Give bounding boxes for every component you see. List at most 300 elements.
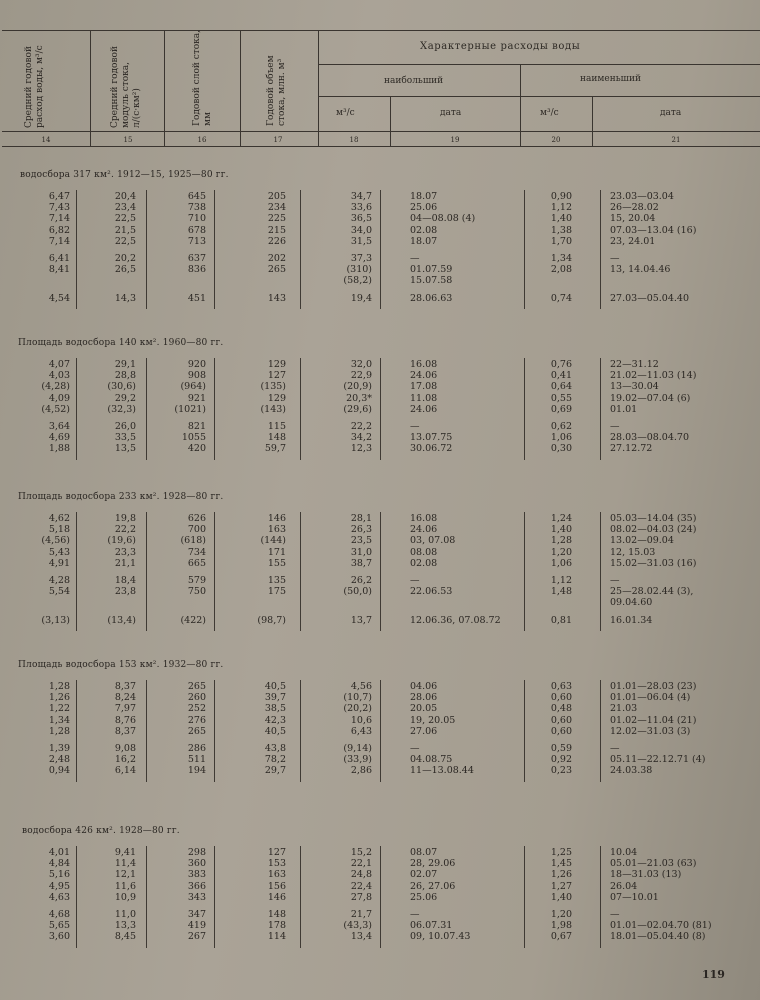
table-cell: 298	[187, 847, 206, 858]
table-cell: 22,5	[114, 235, 136, 247]
table-cell: 22.06.53	[410, 586, 453, 598]
table-cell: 21,5	[114, 224, 136, 236]
table-cell: 16.08	[410, 359, 438, 370]
column-number: 15	[123, 136, 133, 144]
table-cell: 33,6	[350, 202, 372, 214]
table-cell: 02.07	[410, 869, 438, 881]
table-cell: 24.03.38	[610, 765, 653, 777]
header-col16: Годовой слой стока, мм	[192, 29, 213, 126]
header-bottom-rule	[2, 146, 760, 147]
table-cell: 1,34	[48, 714, 70, 726]
table-cell: 5,16	[48, 869, 70, 881]
table-cell: 23,4	[114, 202, 136, 214]
table-cell: 05.01—21.03 (63)	[610, 858, 697, 870]
table-cell: (422)	[180, 614, 206, 626]
table-cell: (20,9)	[343, 381, 372, 393]
table-cell: 148	[267, 909, 286, 920]
table-cell: 39,7	[264, 692, 286, 704]
table-cell: 13.07.75	[410, 432, 453, 444]
table-cell: 21.02—11.03 (14)	[610, 370, 697, 382]
table-cell: 23,8	[114, 586, 136, 598]
table-cell: (13,4)	[107, 614, 136, 626]
table-cell: 22,9	[350, 370, 372, 382]
table-cell: 129	[267, 392, 286, 404]
section-title: водосбора 317 км². 1912—15, 1925—80 гг.	[20, 170, 229, 180]
table-cell: 156	[267, 880, 286, 892]
column-rule	[76, 680, 77, 782]
table-cell: 18.01—05.04.40 (8)	[610, 931, 706, 943]
table-cell: 20,4	[114, 191, 136, 202]
header-smallest: наименьший	[580, 74, 641, 84]
table-cell: 260	[187, 692, 206, 704]
column-rule	[214, 846, 215, 948]
table-cell: —	[610, 253, 620, 264]
table-cell: 24,8	[350, 869, 372, 881]
header-divider	[164, 30, 165, 146]
column-rule	[300, 358, 301, 460]
table-cell: 1,34	[550, 253, 572, 264]
table-cell: 171	[267, 546, 286, 558]
header-divider	[390, 96, 391, 146]
table-cell: 24.06	[410, 524, 438, 536]
table-cell: 34,7	[350, 191, 372, 202]
table-cell: —	[410, 909, 420, 920]
table-cell: 29,1	[114, 359, 136, 370]
table-cell: (618)	[180, 535, 206, 547]
table-cell: (43,3)	[343, 920, 372, 932]
table-cell: 226	[267, 235, 286, 247]
table-cell: 511	[187, 754, 206, 766]
table-cell: 0,64	[550, 381, 572, 393]
table-cell: 1,40	[550, 891, 572, 903]
table-cell: 8,76	[114, 714, 136, 726]
column-rule	[76, 512, 77, 631]
table-cell: 15,2	[350, 847, 372, 858]
table-cell: 08.07	[410, 847, 438, 858]
table-cell: 08.08	[410, 546, 438, 558]
column-rule	[600, 846, 601, 948]
column-rule	[300, 190, 301, 309]
table-cell: 23, 24.01	[610, 235, 656, 247]
table-cell: 0,81	[550, 614, 572, 626]
table-cell: 4,56	[350, 681, 372, 692]
column-rule	[146, 680, 147, 782]
table-cell: 23,3	[114, 546, 136, 558]
table-cell: 0,67	[550, 931, 572, 943]
table-cell: 114	[267, 931, 286, 943]
table-cell: 40,5	[264, 681, 286, 692]
table-cell: 01.07.59	[410, 264, 453, 276]
table-cell: 03, 07.08	[410, 535, 456, 547]
table-cell: 135	[267, 575, 286, 586]
column-number: 14	[41, 136, 51, 144]
table-cell: 12,1	[114, 869, 136, 881]
table-cell: 836	[187, 264, 206, 276]
table-cell: 37,3	[350, 253, 372, 264]
section-title: водосбора 426 км². 1928—80 гг.	[22, 826, 180, 836]
table-cell: 24.06	[410, 403, 438, 415]
table-cell: 3,60	[48, 931, 70, 943]
table-cell: 0,23	[550, 765, 572, 777]
column-rule	[76, 846, 77, 948]
section-title: Площадь водосбора 153 км². 1932—80 гг.	[18, 660, 224, 670]
table-cell: 11,0	[114, 909, 136, 920]
table-cell: 3,64	[48, 421, 70, 432]
table-cell: 710	[187, 213, 206, 225]
table-cell: (144)	[260, 535, 286, 547]
table-cell: (19,6)	[107, 535, 136, 547]
table-cell: 153	[267, 858, 286, 870]
table-cell: 127	[267, 370, 286, 382]
table-cell: 21,7	[350, 909, 372, 920]
table-cell: 366	[187, 880, 206, 892]
table-cell: 10,9	[114, 891, 136, 903]
table-cell: 24.06	[410, 370, 438, 382]
table-cell: 0,63	[550, 681, 572, 692]
table-cell: 579	[187, 575, 206, 586]
column-rule	[300, 846, 301, 948]
table-cell: 02.08	[410, 224, 438, 236]
table-cell: 205	[267, 191, 286, 202]
table-cell: 14,3	[114, 292, 136, 304]
table-cell: 27.06	[410, 725, 438, 737]
table-cell: 21.03	[610, 703, 638, 715]
table-cell: 1,98	[550, 920, 572, 932]
table-cell: (29,6)	[343, 403, 372, 415]
table-cell: 1,26	[48, 692, 70, 704]
table-cell: 1,06	[550, 557, 572, 569]
table-cell: 07—10.01	[610, 891, 659, 903]
subheader-rule	[318, 64, 760, 65]
table-cell: 225	[267, 213, 286, 225]
table-cell: 1,28	[550, 535, 572, 547]
header-divider	[318, 30, 319, 146]
header-largest: наибольший	[384, 76, 444, 86]
table-cell: 1,40	[550, 213, 572, 225]
table-cell: 5,43	[48, 546, 70, 558]
table-cell: 1,22	[48, 703, 70, 715]
table-cell: 129	[267, 359, 286, 370]
table-cell: 09, 10.07.43	[410, 931, 471, 943]
column-rule	[524, 190, 525, 309]
table-cell: —	[610, 575, 620, 586]
table-cell: 26,2	[350, 575, 372, 586]
table-cell: 920	[187, 359, 206, 370]
table-cell: 637	[187, 253, 206, 264]
header-col17: Годовой объем стока, млн. м³	[266, 55, 287, 126]
table-cell: 01.01	[610, 403, 638, 415]
table-cell: 2,86	[350, 765, 372, 777]
table-cell: 0,92	[550, 754, 572, 766]
column-rule	[214, 190, 215, 309]
subsub-rule	[318, 96, 760, 97]
table-cell: 7,14	[48, 235, 70, 247]
table-cell: 11—13.08.44	[410, 765, 474, 777]
table-cell: 15, 20.04	[610, 213, 656, 225]
table-cell: 645	[187, 191, 206, 202]
table-cell: 78,2	[264, 754, 286, 766]
table-cell: 12, 15.03	[610, 546, 656, 558]
column-rule	[146, 512, 147, 631]
table-cell: 700	[187, 524, 206, 536]
table-cell: 18.07	[410, 235, 438, 247]
table-cell: (10,7)	[343, 692, 372, 704]
header-divider	[240, 30, 241, 146]
column-rule	[380, 846, 381, 948]
table-cell: 0,94	[48, 765, 70, 777]
table-cell: 678	[187, 224, 206, 236]
table-cell: 4,01	[48, 847, 70, 858]
table-cell: 1,24	[550, 513, 572, 524]
table-cell: 18.07	[410, 191, 438, 202]
column-rule	[380, 680, 381, 782]
table-cell: 22,4	[350, 880, 372, 892]
table-cell: 13.02—09.04	[610, 535, 674, 547]
table-cell: 0,69	[550, 403, 572, 415]
table-cell: 665	[187, 557, 206, 569]
table-cell: 4,63	[48, 891, 70, 903]
header-m3s-a: м³/с	[336, 108, 355, 118]
table-cell: 1,12	[550, 575, 572, 586]
table-cell: 202	[267, 253, 286, 264]
header-col14: Средний годовой расход воды, м³/с	[24, 45, 45, 128]
table-cell: 155	[267, 557, 286, 569]
column-rule	[524, 512, 525, 631]
table-cell: 13,7	[350, 614, 372, 626]
table-cell: 420	[187, 443, 206, 455]
header-col15: Средний годовой модуль стока, л/(с·км²)	[110, 46, 142, 128]
header-group: Характерные расходы воды	[420, 41, 581, 52]
table-cell: 1,48	[550, 586, 572, 598]
table-cell: 5,54	[48, 586, 70, 598]
table-cell: 265	[267, 264, 286, 276]
table-cell: 265	[187, 725, 206, 737]
table-cell: 419	[187, 920, 206, 932]
table-cell: 1,12	[550, 202, 572, 214]
table-cell: —	[610, 421, 620, 432]
table-cell: 1,88	[48, 443, 70, 455]
table-cell: 20,3*	[346, 392, 372, 404]
table-cell: 22,2	[114, 524, 136, 536]
table-cell: 26—28.02	[610, 202, 659, 214]
table-cell: 28.06.63	[410, 292, 453, 304]
table-cell: 01.01—06.04 (4)	[610, 692, 691, 704]
table-cell: 4,09	[48, 392, 70, 404]
header-m3s-b: м³/с	[540, 108, 559, 118]
header-top-rule	[2, 30, 760, 31]
table-cell: 23.03—03.04	[610, 191, 674, 202]
table-cell: 7,14	[48, 213, 70, 225]
table-cell: 30.06.72	[410, 443, 453, 455]
table-cell: 127	[267, 847, 286, 858]
table-cell: 0,30	[550, 443, 572, 455]
table-cell: 215	[267, 224, 286, 236]
table-cell: 11.08	[410, 392, 438, 404]
table-cell: (30,6)	[107, 381, 136, 393]
table-cell: (3,13)	[41, 614, 70, 626]
table-cell: 4,95	[48, 880, 70, 892]
table-cell: (20,2)	[343, 703, 372, 715]
table-cell: 1,28	[48, 725, 70, 737]
table-cell: 0,90	[550, 191, 572, 202]
table-cell: 22,5	[114, 213, 136, 225]
column-rule	[524, 358, 525, 460]
table-cell: 8,24	[114, 692, 136, 704]
column-rule	[600, 680, 601, 782]
table-cell: 194	[187, 765, 206, 777]
table-cell: 1,25	[550, 847, 572, 858]
table-cell: 6,14	[114, 765, 136, 777]
table-cell: 01.01—02.04.70 (81)	[610, 920, 712, 932]
table-cell: 8,37	[114, 681, 136, 692]
table-cell: 13,4	[350, 931, 372, 943]
table-cell: 0,74	[550, 292, 572, 304]
column-rule	[380, 358, 381, 460]
table-cell: 15.02—31.03 (16)	[610, 557, 697, 569]
section-title: Площадь водосбора 140 км². 1960—80 гг.	[18, 338, 224, 348]
table-cell: 4,54	[48, 292, 70, 304]
header-divider	[90, 30, 91, 146]
table-cell: 13,5	[114, 443, 136, 455]
table-cell: 9,41	[114, 847, 136, 858]
table-cell: 0,62	[550, 421, 572, 432]
table-cell: 4,91	[48, 557, 70, 569]
table-cell: 34,2	[350, 432, 372, 444]
table-cell: 143	[267, 292, 286, 304]
table-cell: 286	[187, 743, 206, 754]
table-cell: 750	[187, 586, 206, 598]
table-cell: 18,4	[114, 575, 136, 586]
table-cell: 7,43	[48, 202, 70, 214]
table-cell: 0,60	[550, 725, 572, 737]
table-cell: 08.02—04.03 (24)	[610, 524, 697, 536]
table-cell: 25.06	[410, 202, 438, 214]
table-cell: 252	[187, 703, 206, 715]
table-cell: (58,2)	[343, 275, 372, 287]
header-date-a: дата	[440, 108, 462, 118]
table-cell: 27.03—05.04.40	[610, 292, 690, 304]
table-cell: 22,2	[350, 421, 372, 432]
table-cell: 178	[267, 920, 286, 932]
table-cell: 42,3	[264, 714, 286, 726]
column-rule	[146, 846, 147, 948]
table-cell: 4,69	[48, 432, 70, 444]
table-cell: 6,41	[48, 253, 70, 264]
table-cell: 13,3	[114, 920, 136, 932]
table-cell: 25—28.02.44 (3),	[610, 586, 694, 598]
column-rule	[380, 190, 381, 309]
table-cell: 4,07	[48, 359, 70, 370]
table-cell: —	[410, 421, 420, 432]
table-cell: 20.05	[410, 703, 438, 715]
table-cell: —	[610, 909, 620, 920]
header-date-b: дата	[660, 108, 682, 118]
table-cell: 360	[187, 858, 206, 870]
table-cell: 17.08	[410, 381, 438, 393]
column-rule	[300, 680, 301, 782]
table-cell: —	[410, 575, 420, 586]
column-rule	[524, 680, 525, 782]
table-cell: 163	[267, 524, 286, 536]
table-cell: 1,39	[48, 743, 70, 754]
table-cell: 1,26	[550, 869, 572, 881]
table-cell: 26.04	[610, 880, 638, 892]
table-cell: 28,1	[350, 513, 372, 524]
table-cell: 0,41	[550, 370, 572, 382]
column-number: 17	[273, 136, 283, 144]
table-cell: —	[410, 743, 420, 754]
table-cell: 18—31.03 (13)	[610, 869, 682, 881]
table-cell: 10.04	[610, 847, 638, 858]
table-cell: 16.08	[410, 513, 438, 524]
table-cell: 626	[187, 513, 206, 524]
table-cell: 0,48	[550, 703, 572, 715]
table-cell: 28, 29.06	[410, 858, 456, 870]
table-cell: 13, 14.04.46	[610, 264, 671, 276]
table-cell: 8,37	[114, 725, 136, 737]
table-cell: 5,65	[48, 920, 70, 932]
table-cell: 451	[187, 292, 206, 304]
table-cell: 28.06	[410, 692, 438, 704]
table-cell: 1055	[181, 432, 206, 444]
table-cell: 0,76	[550, 359, 572, 370]
table-cell: 19, 20.05	[410, 714, 456, 726]
table-cell: (143)	[260, 403, 286, 415]
table-cell: 28,8	[114, 370, 136, 382]
table-cell: 4,03	[48, 370, 70, 382]
table-cell: 33,5	[114, 432, 136, 444]
table-cell: (310)	[346, 264, 372, 276]
table-cell: 27,8	[350, 891, 372, 903]
table-cell: 234	[267, 202, 286, 214]
table-cell: 06.07.31	[410, 920, 453, 932]
table-cell: 11,6	[114, 880, 136, 892]
column-rule	[600, 358, 601, 460]
table-cell: 21,1	[114, 557, 136, 569]
colnum-rule	[2, 131, 760, 132]
header-divider	[592, 96, 593, 146]
column-rule	[600, 512, 601, 631]
table-cell: 28.03—08.04.70	[610, 432, 690, 444]
table-cell: (32,3)	[107, 403, 136, 415]
table-cell: (9,14)	[343, 743, 372, 754]
table-cell: 265	[187, 681, 206, 692]
table-cell: (33,9)	[343, 754, 372, 766]
table-cell: 1,45	[550, 858, 572, 870]
table-cell: 32,0	[350, 359, 372, 370]
table-cell: 0,60	[550, 714, 572, 726]
table-cell: 734	[187, 546, 206, 558]
column-rule	[214, 512, 215, 631]
table-cell: 8,41	[48, 264, 70, 276]
table-cell: 4,28	[48, 575, 70, 586]
table-cell: 6,43	[350, 725, 372, 737]
table-cell: 05.03—14.04 (35)	[610, 513, 697, 524]
column-rule	[76, 190, 77, 309]
table-cell: —	[410, 253, 420, 264]
column-number: 16	[197, 136, 207, 144]
table-cell: 01.01—28.03 (23)	[610, 681, 697, 692]
table-cell: 26, 27.06	[410, 880, 456, 892]
table-cell: (4,56)	[41, 535, 70, 547]
column-rule	[600, 190, 601, 309]
table-cell: 1,28	[48, 681, 70, 692]
table-cell: 175	[267, 586, 286, 598]
table-cell: 02.08	[410, 557, 438, 569]
column-rule	[146, 358, 147, 460]
table-cell: 0,60	[550, 692, 572, 704]
table-cell: (98,7)	[257, 614, 286, 626]
